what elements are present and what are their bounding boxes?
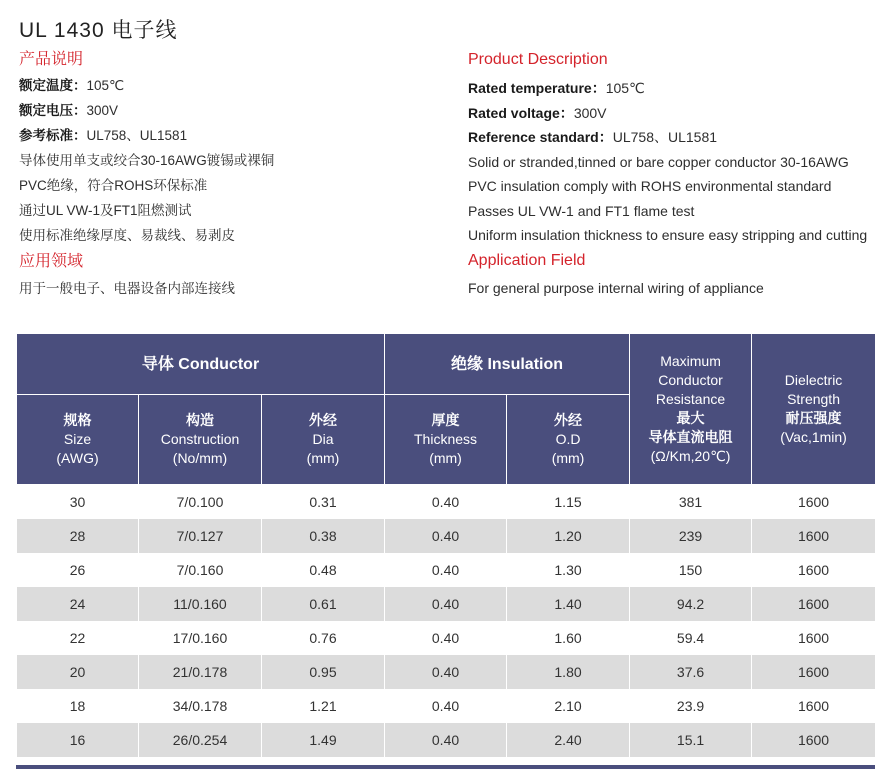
cn-spec-line	[19, 123, 449, 148]
table-cell: 0.40	[385, 723, 507, 757]
table-cell: 26	[17, 553, 139, 587]
table-cell: 0.40	[385, 655, 507, 689]
table-cell: 0.38	[262, 519, 385, 553]
table-cell: 1.49	[262, 723, 385, 757]
dielectric-cn: 耐压强度	[785, 410, 842, 426]
cn-application-heading: 应用领域	[19, 253, 84, 270]
en-spec-label: Rated voltage：	[468, 104, 574, 121]
dielectric-line: Dielectric	[784, 372, 843, 388]
table-cell: 1600	[752, 689, 876, 723]
en-spec-label: Rated temperature：	[468, 80, 606, 96]
table-cell: 1.21	[262, 689, 385, 723]
table-cell: 37.6	[630, 655, 752, 689]
en-spec-value: 300V	[573, 104, 607, 121]
resistance-unit: (Ω/Km,20℃)	[650, 448, 731, 464]
table-cell: 0.31	[262, 485, 385, 520]
en-application-heading: Application Field	[468, 251, 586, 269]
table-cell: 0.61	[262, 587, 385, 621]
table-row	[17, 621, 876, 655]
dielectric-header	[752, 334, 876, 485]
table-cell: 1.30	[507, 553, 630, 587]
table-cell: 0.40	[385, 519, 507, 553]
cn-spec-value: 300V	[86, 103, 119, 118]
table-cell: 1.80	[507, 655, 630, 689]
cn-feature: 使用标准绝缘厚度、易裁线、易剥皮	[19, 228, 235, 243]
en-application-text: For general purpose internal wiring of appliance	[468, 279, 764, 296]
table-row	[17, 587, 876, 621]
dia-header: 外经 Dia (mm)	[262, 395, 385, 485]
table-cell: 0.40	[385, 689, 507, 723]
table-cell: 0.48	[262, 553, 385, 587]
cn-spec-line	[19, 73, 449, 98]
resistance-line: Conductor	[658, 372, 723, 388]
conductor-group-header: 导体 Conductor	[17, 334, 385, 395]
table-cell: 15.1	[630, 723, 752, 757]
table-cell: 1600	[752, 621, 876, 655]
table-cell: 0.95	[262, 655, 385, 689]
en-feature: Passes UL VW-1 and FT1 flame test	[468, 202, 695, 219]
dielectric-unit: (Vac,1min)	[780, 429, 847, 445]
table-cell: 1600	[752, 655, 876, 689]
table-cell: 0.76	[262, 621, 385, 655]
table-cell: 0.40	[385, 553, 507, 587]
thickness-header: 厚度 Thickness (mm)	[385, 395, 507, 485]
table-cell: 1.20	[507, 519, 630, 553]
resistance-line: Maximum	[660, 353, 721, 369]
od-header: 外经 O.D (mm)	[507, 395, 630, 485]
table-cell: 239	[630, 519, 752, 553]
table-cell: 7/0.160	[139, 553, 262, 587]
table-cell: 1.60	[507, 621, 630, 655]
cn-application-text: 用于一般电子、电器设备内部连接线	[19, 281, 235, 296]
en-spec-line	[468, 76, 888, 101]
spec-table	[16, 333, 876, 757]
en-spec-label: Reference standard：	[468, 129, 613, 145]
table-cell: 2.40	[507, 723, 630, 757]
table-cell: 22	[17, 621, 139, 655]
table-cell: 0.40	[385, 485, 507, 520]
table-row	[17, 553, 876, 587]
resistance-cn: 最大	[676, 410, 705, 426]
cn-spec-label: 额定温度：	[19, 78, 87, 93]
table-cell: 1600	[752, 519, 876, 553]
table-row	[17, 689, 876, 723]
cn-description	[19, 50, 449, 301]
table-cell: 94.2	[630, 587, 752, 621]
resistance-header	[630, 334, 752, 485]
insulation-group-header: 绝缘 Insulation	[385, 334, 630, 395]
cn-spec-label: 参考标准：	[19, 128, 87, 143]
en-spec-value: UL758、UL1581	[612, 129, 718, 145]
table-cell: 59.4	[630, 621, 752, 655]
table-cell: 1600	[752, 553, 876, 587]
cn-spec-value: UL758、UL1581	[86, 128, 188, 143]
cn-spec-label: 额定电压：	[19, 103, 87, 118]
table-cell: 1600	[752, 723, 876, 757]
cn-spec-line	[19, 98, 449, 123]
cn-product-heading: 产品说明	[19, 51, 84, 68]
resistance-line: Resistance	[655, 391, 726, 407]
en-feature: PVC insulation comply with ROHS environmental standard	[468, 178, 832, 194]
cn-feature: 通过UL VW-1及FT1阻燃测试	[19, 203, 192, 218]
table-cell: 23.9	[630, 689, 752, 723]
cn-feature: 导体使用单支或绞合30-16AWG镀锡或裸铜	[19, 153, 275, 168]
table-row	[17, 723, 876, 757]
table-cell: 11/0.160	[139, 587, 262, 621]
page-title: UL 1430 电子线	[19, 19, 178, 42]
en-description	[468, 50, 888, 300]
table-cell: 7/0.127	[139, 519, 262, 553]
table-cell: 18	[17, 689, 139, 723]
table-cell: 1600	[752, 587, 876, 621]
en-feature: Solid or stranded,tinned or bare copper conductor 30-16AWG	[468, 153, 849, 170]
table-cell: 34/0.178	[139, 689, 262, 723]
table-cell: 1.15	[507, 485, 630, 520]
table-row	[17, 519, 876, 553]
table-cell: 7/0.100	[139, 485, 262, 520]
table-cell: 26/0.254	[139, 723, 262, 757]
table-cell: 28	[17, 519, 139, 553]
table-cell: 0.40	[385, 621, 507, 655]
table-row	[17, 655, 876, 689]
cn-feature: PVC绝缘，符合ROHS环保标准	[19, 178, 208, 193]
table-cell: 16	[17, 723, 139, 757]
table-cell: 2.10	[507, 689, 630, 723]
size-header: 规格 Size (AWG)	[17, 395, 139, 485]
table-cell: 17/0.160	[139, 621, 262, 655]
resistance-cn: 导体直流电阻	[648, 429, 733, 445]
table-cell: 24	[17, 587, 139, 621]
table-cell: 30	[17, 485, 139, 520]
en-product-heading: Product Description	[468, 51, 608, 68]
table-cell: 381	[630, 485, 752, 520]
dielectric-line: Strength	[787, 391, 840, 407]
table-bottom-rule	[16, 765, 875, 769]
table-cell: 21/0.178	[139, 655, 262, 689]
table-cell: 1600	[752, 485, 876, 520]
table-cell: 0.40	[385, 587, 507, 621]
en-spec-line	[468, 125, 888, 150]
construction-header: 构造 Construction (No/mm)	[139, 395, 262, 485]
table-row	[17, 485, 876, 520]
table-cell: 1.40	[507, 587, 630, 621]
table-cell: 150	[630, 553, 752, 587]
en-spec-line	[468, 101, 888, 126]
cn-spec-value: 105℃	[86, 78, 125, 93]
en-spec-value: 105℃	[605, 80, 645, 96]
table-cell: 20	[17, 655, 139, 689]
en-feature: Uniform insulation thickness to ensure easy stripping and cutting	[468, 227, 868, 243]
